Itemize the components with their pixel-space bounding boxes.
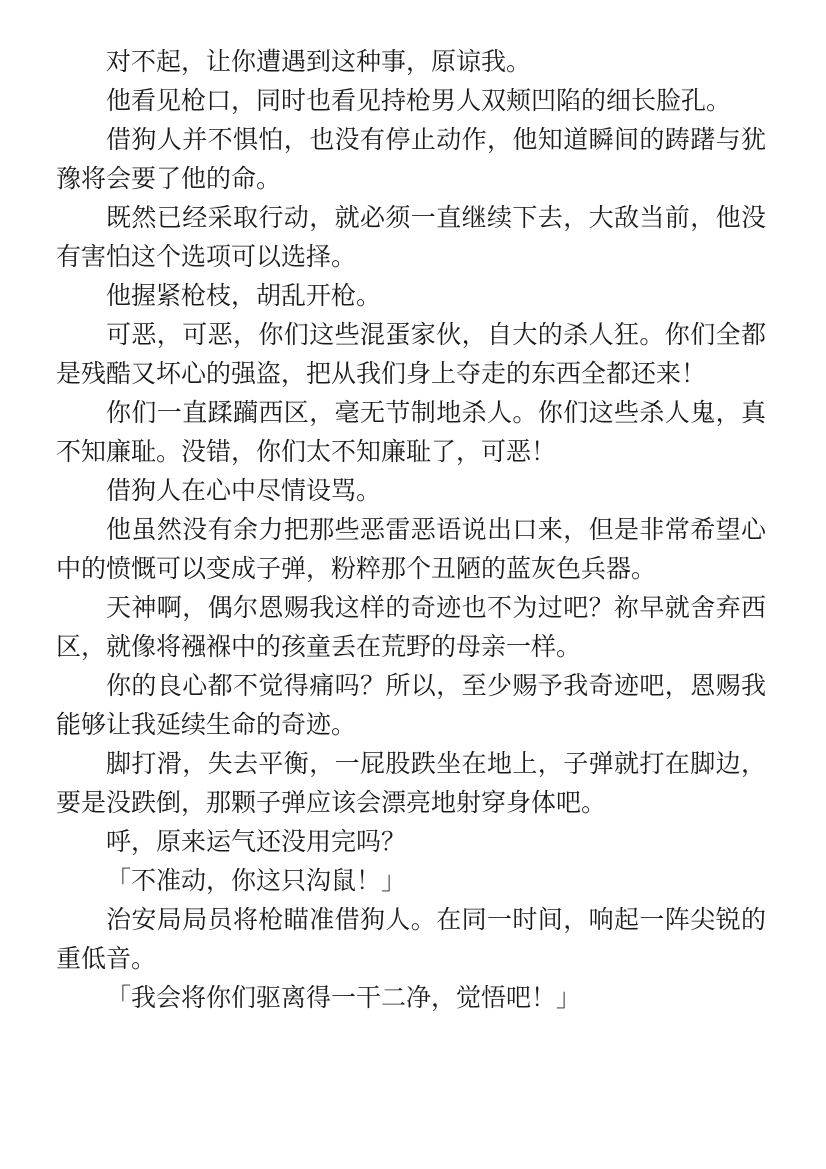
paragraph: 「我会将你们驱离得一干二净，觉悟吧！」 (106, 983, 582, 1012)
paragraph: 借狗人并不惧怕，也没有停止动作，他知道瞬间的踌躇与犹豫将会要了他的命。 (56, 125, 766, 193)
paragraph: 他看见枪口，同时也看见持枪男人双颊凹陷的细长脸孔。 (106, 86, 732, 115)
paragraph: 可恶，可恶，你们这些混蛋家伙，自大的杀人狂。你们全都是残酷又坏心的强盗，把从我们身上夺走的东西全都还来！ (56, 320, 766, 388)
paragraph: 他握紧枪枝，胡乱开枪。 (106, 281, 382, 310)
paragraph: 对不起，让你遭遇到这种事，原谅我。 (106, 47, 532, 76)
paragraph: 治安局局员将枪瞄准借狗人。在同一时间，响起一阵尖锐的重低音。 (56, 905, 766, 973)
paragraph: 既然已经采取行动，就必须一直继续下去，大敌当前，他没有害怕这个选项可以选择。 (56, 203, 766, 271)
paragraph: 天神啊，偶尔恩赐我这样的奇迹也不为过吧？祢早就舍弃西区，就像将襁褓中的孩童丢在荒野的母亲一样。 (56, 593, 766, 661)
paragraph: 他虽然没有余力把那些恶雷恶语说出口来，但是非常希望心中的愤慨可以变成子弹，粉粹那个丑陋的蓝灰色兵器。 (56, 515, 766, 583)
paragraph: 呼，原来运气还没用完吗？ (106, 827, 407, 856)
paragraph: 你们一直蹂躏西区，毫无节制地杀人。你们这些杀人鬼，真不知廉耻。没错，你们太不知廉耻了，可恶！ (56, 398, 766, 466)
paragraph: 脚打滑，失去平衡，一屁股跌坐在地上，子弹就打在脚边，要是没跌倒，那颗子弹应该会漂亮地射穿身体吧。 (56, 749, 766, 817)
paragraph: 「不准动，你这只沟鼠！」 (106, 866, 407, 895)
paragraph: 借狗人在心中尽情设骂。 (106, 476, 382, 505)
paragraph: 你的良心都不觉得痛吗？所以，至少赐予我奇迹吧，恩赐我能够让我延续生命的奇迹。 (56, 671, 766, 739)
